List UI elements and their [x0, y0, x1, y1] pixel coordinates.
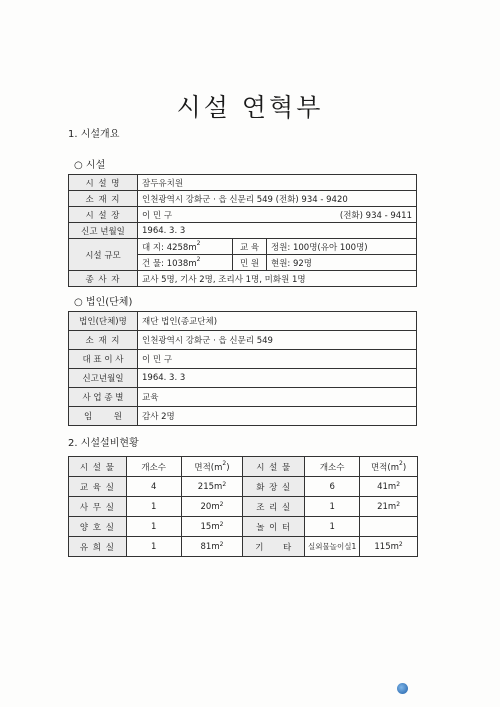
- head-name: 이 민 구: [142, 210, 173, 221]
- table-row: [69, 239, 417, 255]
- value-land: 대 지: $4258m^2$: [138, 239, 233, 255]
- equipment-table: [68, 456, 418, 557]
- cell-count: 4: [126, 477, 181, 497]
- table-row: [69, 388, 417, 407]
- label-reg-date: 신고 년월일: [69, 223, 138, 239]
- table-row: [69, 223, 417, 239]
- cell-area: $15m^2$: [181, 517, 243, 537]
- section-heading-equipment: 2. 시설설비현황: [68, 438, 139, 449]
- header-area-1: 면적$(m^2)$: [181, 457, 243, 477]
- value-staff: 교사 5명, 기사 2명, 조리사 1명, 미화원 1명: [138, 271, 417, 287]
- subsection-heading-corporation: ○ 법인(단체): [74, 297, 133, 308]
- label-ceo: 대 표 이 사: [69, 350, 138, 369]
- value-facility-name: 잠두유치원: [138, 175, 417, 191]
- label-facility-name: 시 설 명: [69, 175, 138, 191]
- cell-name: 놀 이 터: [243, 517, 305, 537]
- table-row: [69, 407, 417, 426]
- cell-count: 1: [305, 497, 360, 517]
- value-officers: 감사 2명: [138, 407, 417, 426]
- value-corp-address: 인천광역시 강화군 · 읍 신문리 549: [138, 331, 417, 350]
- head-phone: (전화) 934 - 9411: [339, 210, 412, 221]
- label-corp-name: 법인(단체)명: [69, 312, 138, 331]
- cell-area: $41m^2$: [360, 477, 418, 497]
- table-row: [69, 175, 417, 191]
- cell-count: 실외물놀이실1: [305, 537, 360, 557]
- header-count-1: 개소수: [126, 457, 181, 477]
- value-building: 건 물: $1038m^2$: [138, 255, 233, 271]
- cell-count: 6: [305, 477, 360, 497]
- cell-name: 기 타: [243, 537, 305, 557]
- label-business-type: 사 업 종 별: [69, 388, 138, 407]
- value-corp-name: 재단 법인(종교단체): [138, 312, 417, 331]
- table-row: [69, 497, 418, 517]
- table-row: [69, 312, 417, 331]
- cell-area: [360, 517, 418, 537]
- header-count-2: 개소수: [305, 457, 360, 477]
- cell-name: 화 장 실: [243, 477, 305, 497]
- value-capacity: 정원: 100명(유아 100명): [267, 239, 417, 255]
- value-address: [138, 191, 417, 207]
- table-row: [69, 537, 418, 557]
- cell-count: 1: [126, 497, 181, 517]
- cell-name: 양 호 실: [69, 517, 127, 537]
- section-heading-overview: 1. 시설개요: [68, 129, 120, 140]
- table-row: [69, 369, 417, 388]
- label-head: 시 설 장: [69, 207, 138, 223]
- label-civil: 민 원: [233, 255, 267, 271]
- address-phone: (전화) 934 - 9420: [275, 194, 348, 205]
- cell-area: $20m^2$: [181, 497, 243, 517]
- cell-area: $21m^2$: [360, 497, 418, 517]
- label-address: 소 재 지: [69, 191, 138, 207]
- table-row: [69, 517, 418, 537]
- label-officers: 임 원: [69, 407, 138, 426]
- label-education: 교 육: [233, 239, 267, 255]
- value-business-type: 교육: [138, 388, 417, 407]
- cell-name: 교 육 실: [69, 477, 127, 497]
- cell-area: $81m^2$: [181, 537, 243, 557]
- corporation-table: [68, 311, 417, 426]
- cell-area: $215m^2$: [181, 477, 243, 497]
- subsection-heading-facility: ○ 시설: [74, 160, 106, 171]
- value-ceo: 이 민 구: [138, 350, 417, 369]
- table-row: [69, 207, 417, 223]
- value-head: [138, 207, 417, 223]
- label-staff: 종 사 자: [69, 271, 138, 287]
- header-facility-1: 시 설 물: [69, 457, 127, 477]
- label-corp-address: 소 재 지: [69, 331, 138, 350]
- address-text: 인천광역시 강화군 · 읍 신문리 549: [142, 194, 273, 205]
- value-reg-date: 1964. 3. 3: [138, 223, 417, 239]
- cell-name: 유 희 실: [69, 537, 127, 557]
- table-row: [69, 331, 417, 350]
- cell-count: 1: [305, 517, 360, 537]
- table-row: [69, 350, 417, 369]
- facility-table: [68, 174, 417, 287]
- cell-name: 조 리 실: [243, 497, 305, 517]
- label-scale: 시설 규모: [69, 239, 138, 271]
- page-title: 시설 연혁부: [176, 93, 324, 122]
- header-facility-2: 시 설 물: [243, 457, 305, 477]
- blue-mark-icon: [397, 683, 408, 694]
- table-row: [69, 271, 417, 287]
- cell-area: $115m^2$: [360, 537, 418, 557]
- value-corp-reg-date: 1964. 3. 3: [138, 369, 417, 388]
- value-current: 현원: 92명: [267, 255, 417, 271]
- table-row: [69, 477, 418, 497]
- label-corp-reg-date: 신고년월일: [69, 369, 138, 388]
- cell-name: 사 무 실: [69, 497, 127, 517]
- table-header-row: [69, 457, 418, 477]
- table-row: [69, 191, 417, 207]
- cell-count: 1: [126, 537, 181, 557]
- header-area-2: 면적$(m^2)$: [360, 457, 418, 477]
- cell-count: 1: [126, 517, 181, 537]
